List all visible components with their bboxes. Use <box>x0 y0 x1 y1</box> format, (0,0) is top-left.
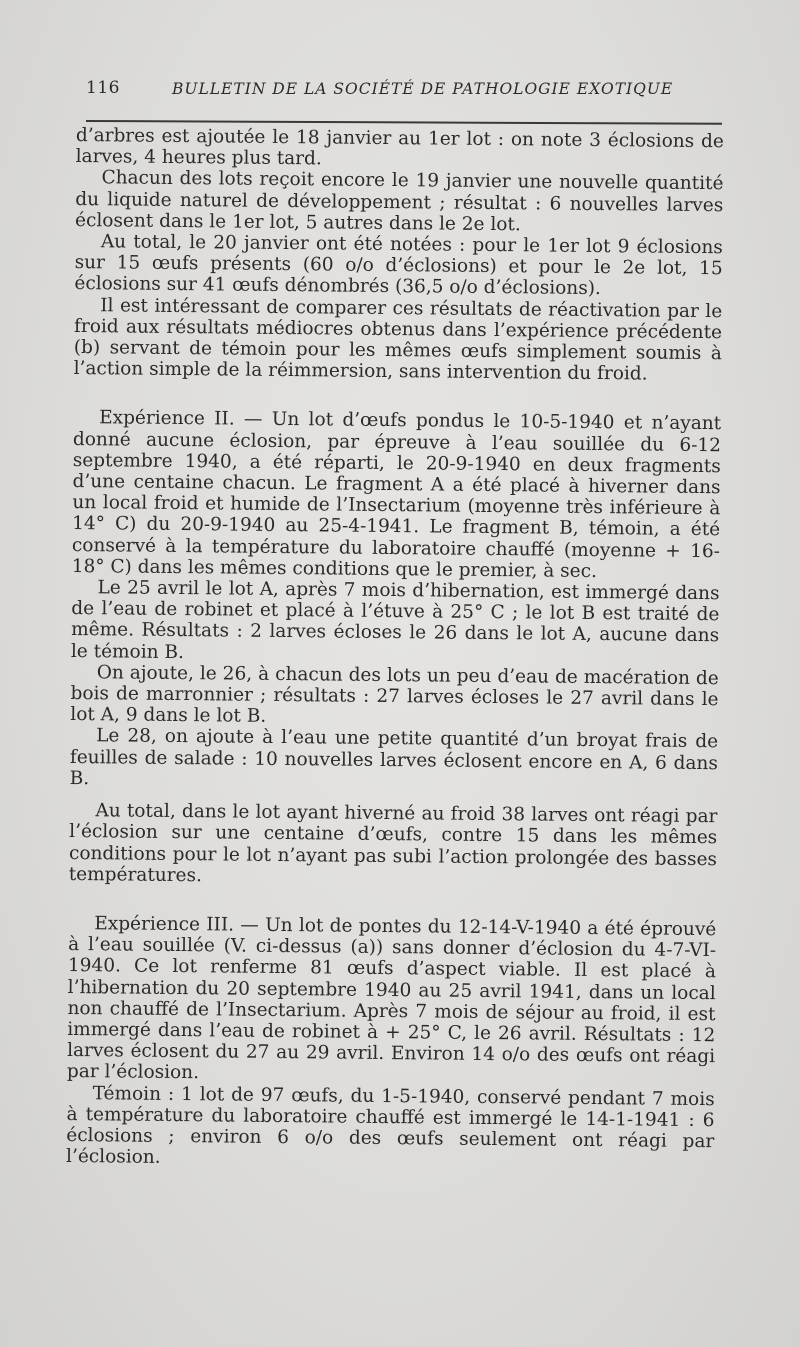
page-number: 116 <box>86 78 120 98</box>
body-text <box>66 125 724 1174</box>
header-rule <box>86 120 722 125</box>
running-title: BULLETIN DE LA SOCIÉTÉ DE PATHOLOGIE EXOTIQUE <box>172 80 674 98</box>
paragraph: Chacun des lots reçoit encore le 19 janvier une nouvelle quantité du liquide naturel de développement ; résultat : 6 nouvelles larves éclosent dans le 1er lot, 5 autres dans le 2e lot. <box>74 167 724 236</box>
paragraph: Le 25 avril le lot A, après 7 mois d’hibernation, est immergé dans de l’eau de robinet et placé à l’étuve à 25° C ; le lot B est traité de même. Résultats : 2 larves écloses le 26 dans le lot A, aucune dans le témoin B. <box>70 577 720 663</box>
paragraph: Il est intéressant de comparer ces résultats de réactivation par le froid aux résultats médiocres obtenus dans l’expérience précédente (b) servant de témoin pour les mêmes œufs simplement soumis à l’action simple de la réimmersion, sans intervention du froid. <box>73 294 723 385</box>
paragraph-experience-3: Expérience III. — Un lot de pontes du 12-14-V-1940 a été éprouvé à l’eau souillée (V. ci-dessus (a)) sans donner d’éclosion du 4-7-VI-1940. Ce lot renferme 81 œufs d’aspect viable. Il est placé à l’hibernation du 20 septembre 1940 au 25 avril 1941, dans un local non chauffé de l’Insectarium. Après 7 mois de séjour au froid, il est immergé dans l’eau de robinet à + 25° C, le 26 avril. Résultats : 12 larves éclosent du 27 au 29 avril. Environ 14 o/o des œufs ont réagi par l’éclosion. <box>66 913 717 1084</box>
paragraph: On ajoute, le 26, à chacun des lots un peu d’eau de macération de bois de marronnier ; résultats : 27 larves écloses le 27 avril dans le lot A, 9 dans le lot B. <box>70 662 719 728</box>
page-header <box>86 78 726 108</box>
paragraph: d’arbres est ajoutée le 18 janvier au 1er lot : on note 3 éclosions de larves, 4 heures plus tard. <box>75 125 724 170</box>
paragraph-experience-2: Expérience II. — Un lot d’œufs pondus le 10-5-1940 et n’ayant donné aucune éclosion, par épreuve à l’eau souillée du 6-12 septembre 1940, a été réparti, le 20-9-1940 en deux fragments d’une centaine chacun. Le fragment A a été placé à hiverner dans un local froid et humide de l’Insectarium (moyenne très inférieure à 14° C) du 20-9-1940 au 25-4-1941. Le fragment B, témoin, a été conservé à la température du laboratoire chauffé (moyenne + 16-18° C) dans les mêmes conditions que le premier, à sec. <box>71 407 722 582</box>
paragraph: Au total, dans le lot ayant hiverné au froid 38 larves ont réagi par l’éclosion sur une centaine d’œufs, contre 15 dans les mêmes conditions pour le lot n’ayant pas subi l’action prolongée des basses températures. <box>68 800 718 886</box>
paragraph-temoin: Témoin : 1 lot de 97 œufs, du 1-5-1940, conservé pendant 7 mois à température du laboratoire chauffé est immergé le 14-1-1941 : 6 éclosions ; environ 6 o/o des œufs seulement ont réagi par l’éclosion. <box>65 1082 715 1168</box>
paragraph: Le 28, on ajoute à l’eau une petite quantité d’un broyat frais de feuilles de salade : 10 nouvelles larves éclosent encore en A, 6 dans B. <box>69 725 719 790</box>
paragraph: Au total, le 20 janvier ont été notées : pour le 1er lot 9 éclosions sur 15 œufs présents (60 o/o d’éclosions) et pour le 2e lot, 15 éclosions sur 41 œufs dénombrés (36,5 o/o d’éclosions). <box>74 231 723 300</box>
